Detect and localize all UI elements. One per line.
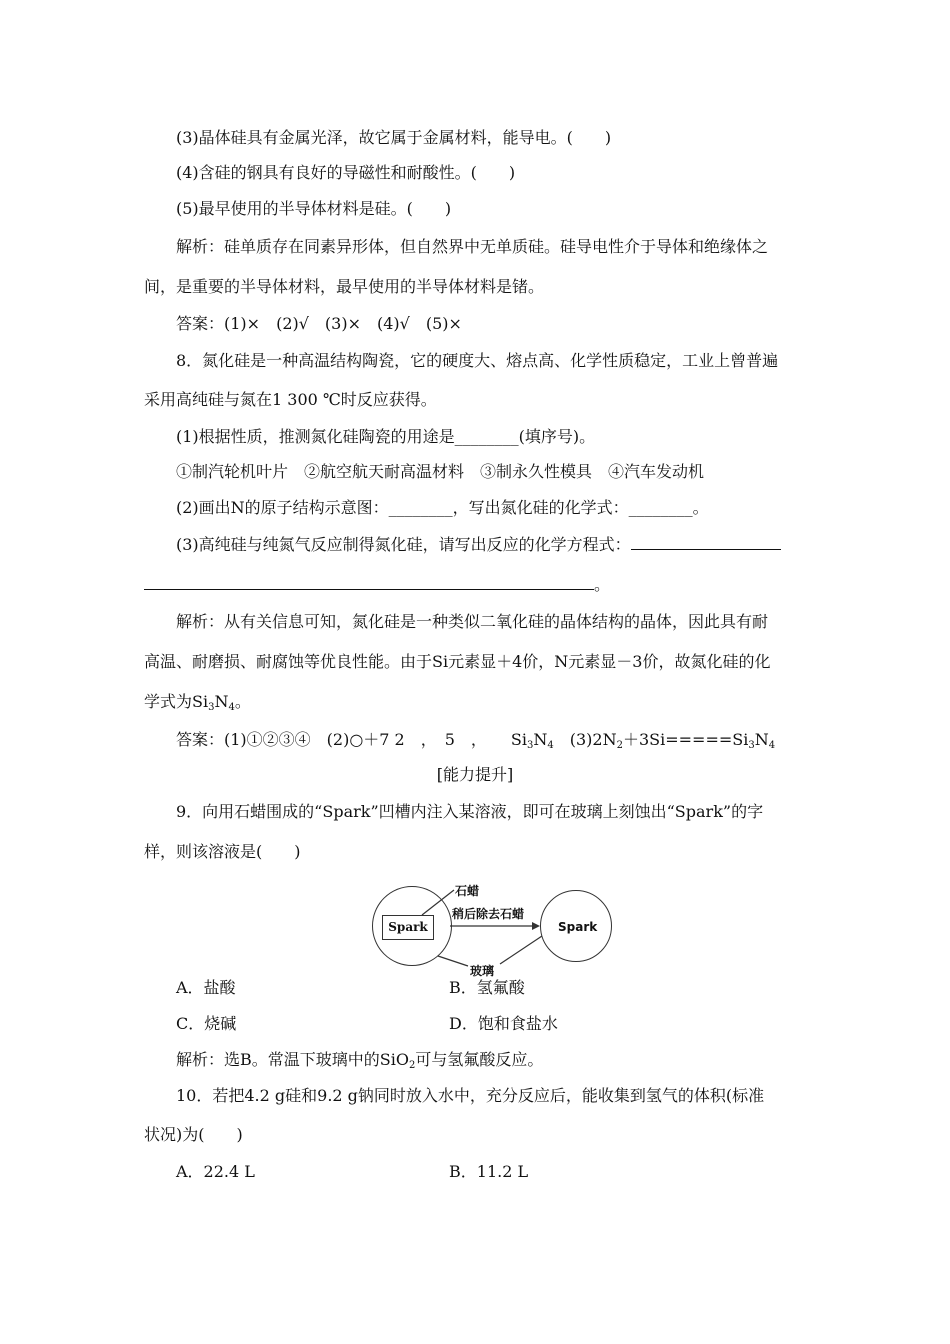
q8-analysis-line-2: 高温、耐磨损、耐腐蚀等优良性能。由于Si元素显＋4价，N元素显－3价，故氮化硅的化 bbox=[144, 652, 771, 671]
q9-stem-line-2: 样，则该溶液是( ) bbox=[144, 842, 301, 861]
q8-analysis-line-3 bbox=[144, 692, 808, 712]
q8-sub-question-2: (2)画出N的原子结构示意图：________，写出氮化硅的化学式：________。 bbox=[176, 498, 709, 517]
end-mark: 。 bbox=[594, 575, 611, 594]
q8-options: ①制汽轮机叶片 ②航空航天耐高温材料 ③制永久性模具 ④汽车发动机 bbox=[176, 462, 705, 481]
left-spark-word: Spark bbox=[388, 920, 428, 934]
q7-item-5: (5)最早使用的半导体材料是硅。( ) bbox=[176, 199, 452, 218]
q8-sub-question-3-text: (3)高纯硅与纯氮气反应制得氮化硅，请写出反应的化学方程式： bbox=[176, 535, 631, 554]
q9-stem-line-1: 9．向用石蜡围成的“Spark”凹槽内注入某溶液，即可在玻璃上刻蚀出“Spark”的字 bbox=[176, 802, 764, 821]
q9-analysis bbox=[176, 1050, 840, 1070]
right-spark-word: Spark bbox=[558, 920, 598, 934]
q7-analysis-line-2: 间，是重要的半导体材料，最早使用的半导体材料是锗。 bbox=[144, 277, 545, 296]
q7-analysis-line-1: 解析：硅单质存在同素异形体，但自然界中无单质硅。硅导电性介于导体和绝缘体之 bbox=[176, 237, 769, 256]
glass-pointer-left bbox=[438, 956, 468, 966]
q9-option-c: C．烧碱 bbox=[176, 1014, 237, 1033]
wax-pointer-line bbox=[422, 890, 454, 915]
figure-lines bbox=[360, 878, 620, 978]
q8-sub-question-3 bbox=[176, 535, 808, 555]
subscript: 4 bbox=[768, 740, 776, 751]
q7-item-4: (4)含硅的钢具有良好的导磁性和耐酸性。( ) bbox=[176, 163, 516, 182]
arrow-label: 稍后除去石蜡 bbox=[452, 907, 525, 921]
q8-stem-line-1: 8．氮化硅是一种高温结构陶瓷，它的硬度大、熔点高、化学性质稳定，工业上曾普遍 bbox=[176, 351, 779, 370]
subscript: 4 bbox=[547, 740, 554, 751]
answer-blank bbox=[631, 535, 781, 550]
q9-figure bbox=[360, 878, 620, 978]
section-title: [能力提升] bbox=[436, 765, 514, 784]
text: 解析：选B。常温下玻璃中的SiO bbox=[176, 1050, 409, 1069]
text: 学式为Si bbox=[144, 692, 209, 711]
text: N bbox=[754, 730, 769, 749]
q9-option-d: D．饱和食盐水 bbox=[449, 1014, 558, 1033]
q10-stem-line-1: 10．若把4.2 g硅和9.2 g钠同时放入水中，充分反应后，能收集到氢气的体积(标准 bbox=[176, 1086, 765, 1105]
answer-blank bbox=[144, 575, 594, 590]
q10-option-b: B．11.2 L bbox=[449, 1162, 529, 1181]
subscript: 2 bbox=[408, 1060, 416, 1071]
subscript: 3 bbox=[527, 740, 534, 751]
text: N bbox=[214, 692, 229, 711]
q7-item-3: (3)晶体硅具有金属光泽，故它属于金属材料，能导电。( ) bbox=[176, 128, 612, 147]
text: N bbox=[533, 730, 548, 749]
text: 可与氢氟酸反应。 bbox=[415, 1050, 544, 1069]
subscript: 3 bbox=[208, 702, 215, 713]
subscript: 4 bbox=[228, 702, 235, 713]
q7-answer: 答案：(1)× (2)√ (3)× (4)√ (5)× bbox=[176, 314, 462, 333]
glass-pointer-right bbox=[500, 936, 542, 964]
q9-option-a: A．盐酸 bbox=[176, 978, 236, 997]
q8-analysis-line-1: 解析：从有关信息可知，氮化硅是一种类似二氧化硅的晶体结构的晶体，因此具有耐 bbox=[176, 612, 769, 631]
text: 答案：(1)①②③④ (2)○＋7 2 ， 5 ， Si bbox=[176, 730, 527, 749]
q8-stem-line-2: 采用高纯硅与氮在1 300 ℃时反应获得。 bbox=[144, 390, 437, 409]
glass-label: 玻璃 bbox=[470, 964, 495, 978]
q8-answer-line-continuation bbox=[144, 575, 808, 595]
q8-answer bbox=[176, 730, 840, 750]
q9-option-b: B．氢氟酸 bbox=[449, 978, 525, 997]
text: ＋3Si=====Si bbox=[622, 730, 749, 749]
q10-option-a: A．22.4 L bbox=[176, 1162, 255, 1181]
text: (3)2N bbox=[553, 730, 617, 749]
subscript: 3 bbox=[748, 740, 755, 751]
text: 。 bbox=[234, 692, 251, 711]
process-arrow-head bbox=[532, 922, 540, 930]
wax-label: 石蜡 bbox=[455, 884, 480, 898]
q10-stem-line-2: 状况)为( ) bbox=[144, 1125, 243, 1144]
subscript: 2 bbox=[616, 740, 623, 751]
q8-sub-question-1: (1)根据性质，推测氮化硅陶瓷的用途是________(填序号)。 bbox=[176, 427, 596, 446]
